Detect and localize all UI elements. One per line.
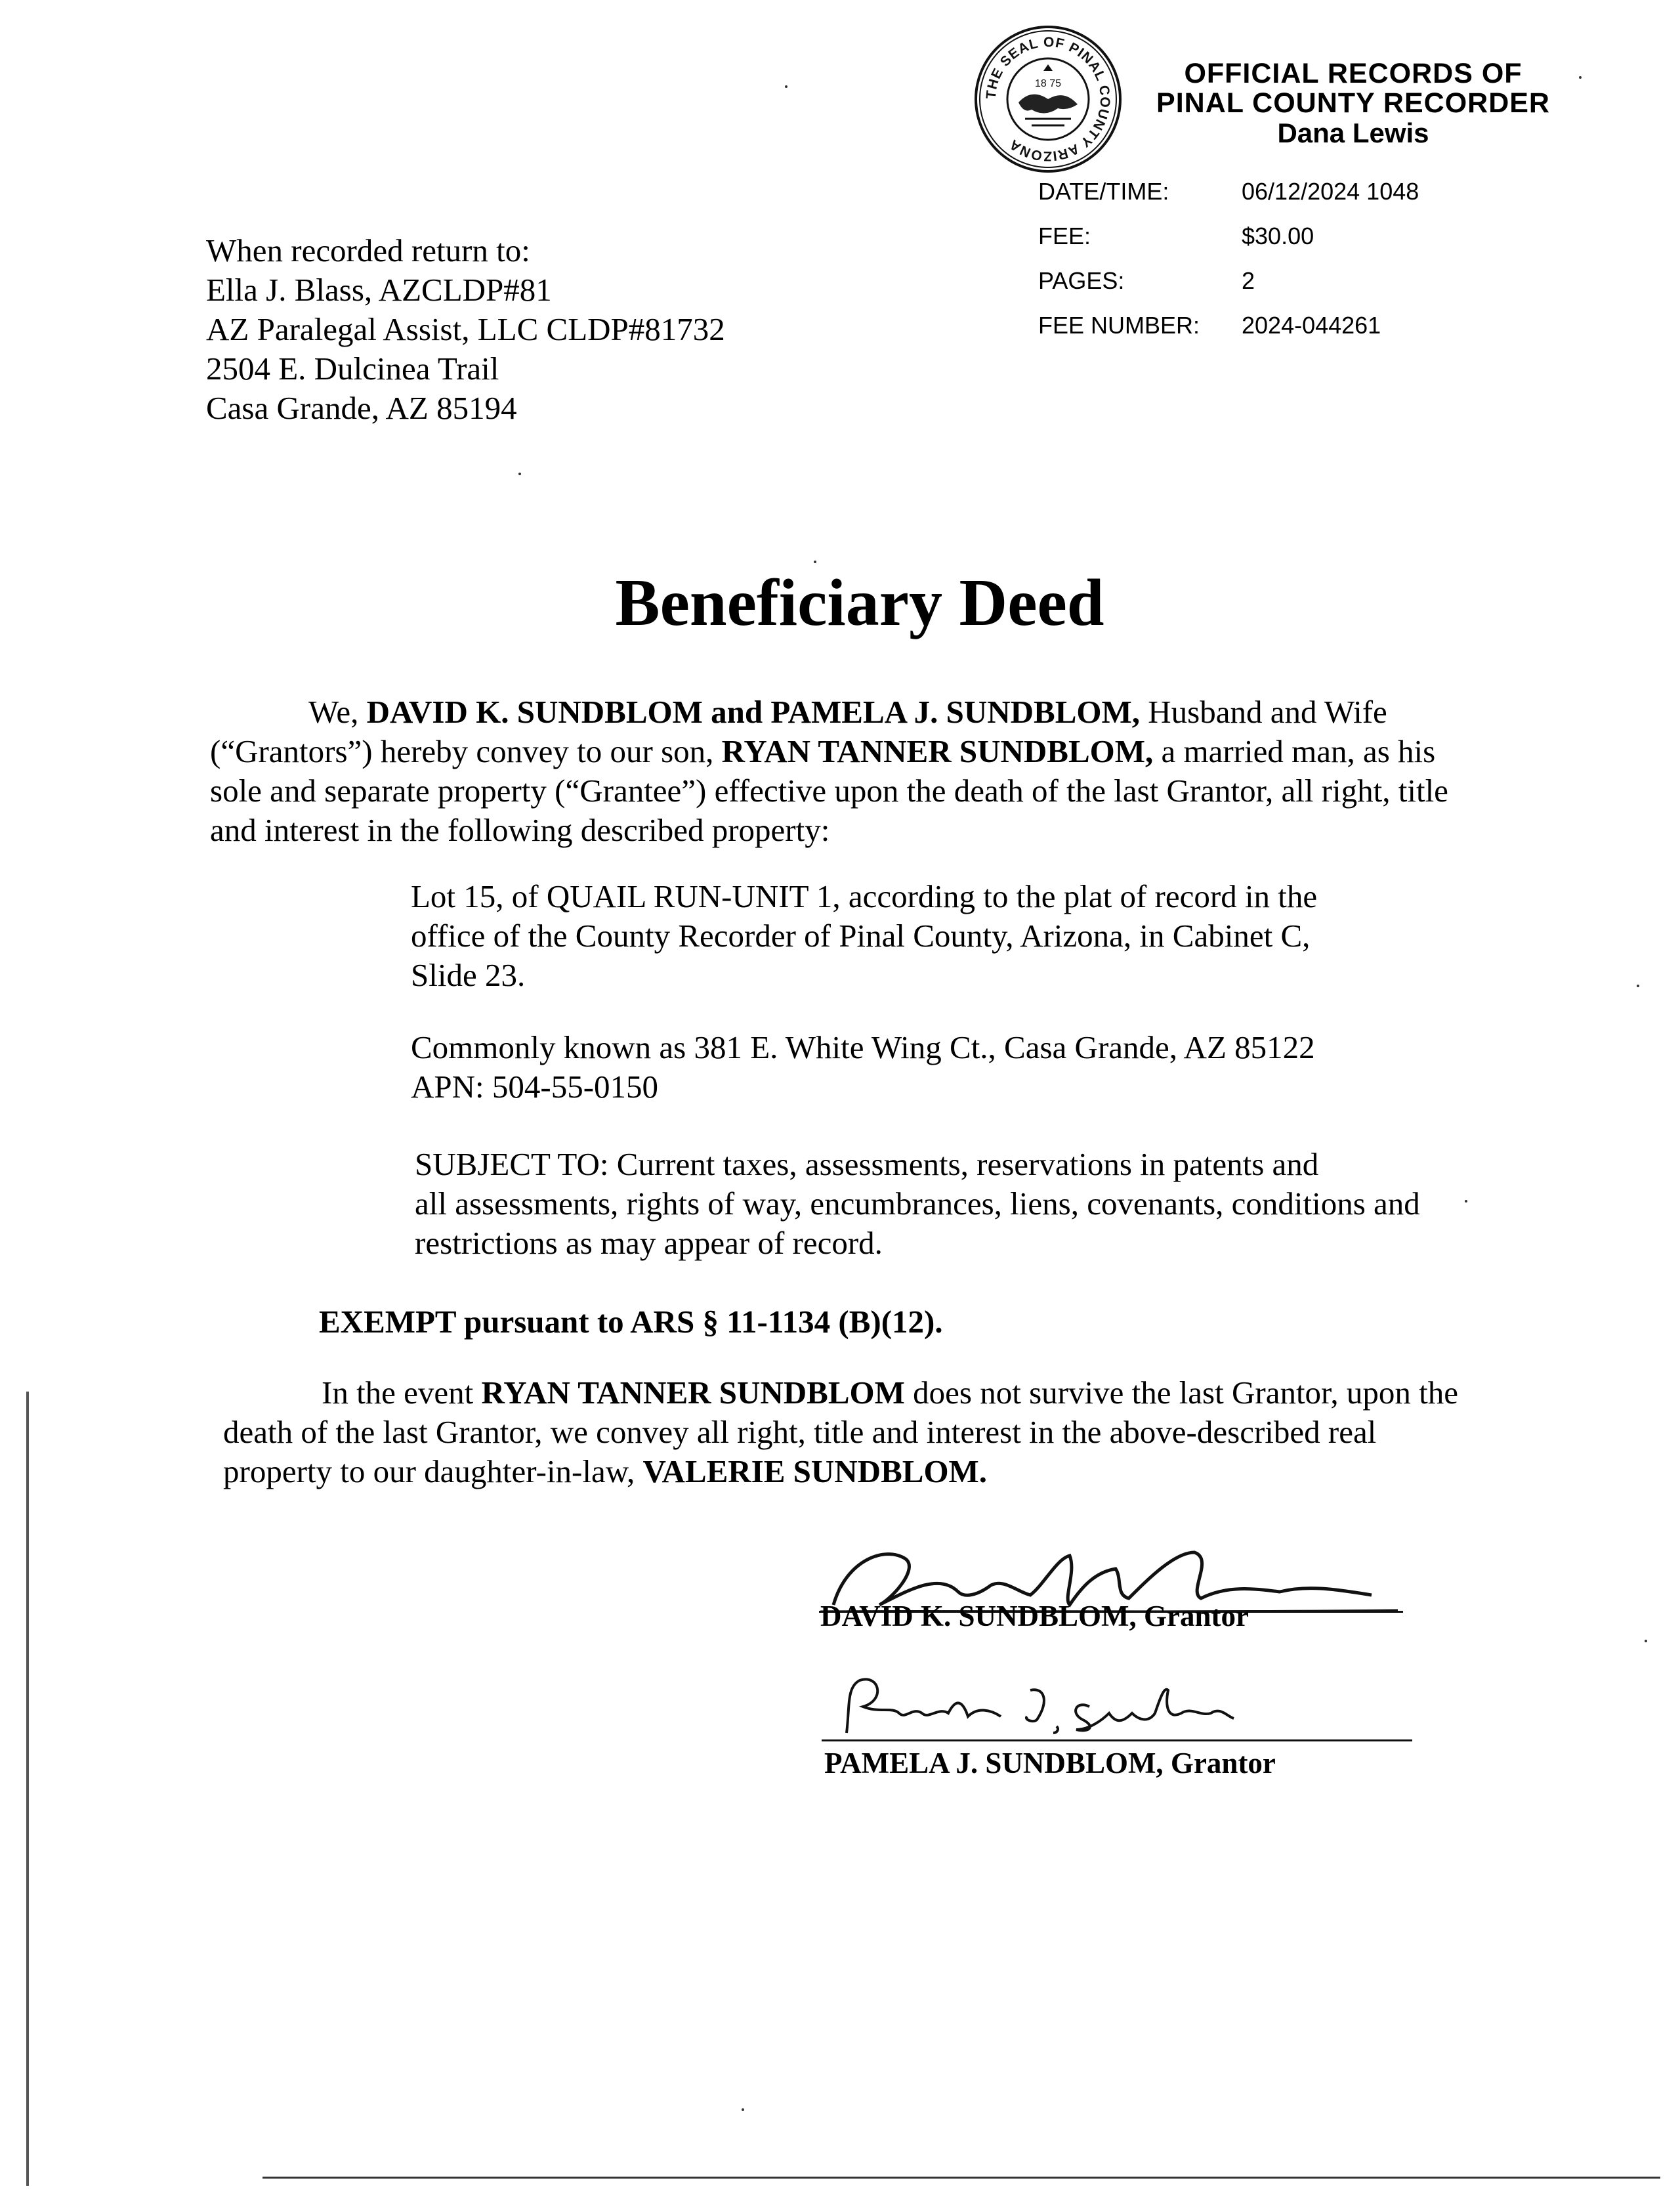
text-run: (“Grantors”) hereby convey to our son, <box>210 733 722 769</box>
conveyance-line: sole and separate property (“Grantee”) effective upon the death of the last Grantor, all right, title <box>210 773 1448 809</box>
recorder-name: Dana Lewis <box>1277 117 1429 148</box>
field-label: FEE: <box>1038 223 1091 249</box>
contingent-beneficiary-name: VALERIE SUNDBLOM. <box>642 1453 988 1489</box>
seal-years: 18 75 <box>1034 78 1062 89</box>
subject-to-clause <box>415 1145 1420 1263</box>
grantee-name: RYAN TANNER SUNDBLOM, <box>721 733 1154 769</box>
scan-speck <box>742 2108 744 2111</box>
text-run: We, <box>308 694 367 730</box>
text-run: does not survive the last Grantor, upon the <box>904 1375 1459 1411</box>
apn-line: APN: 504-55-0150 <box>411 1069 659 1105</box>
recorder-title-line2: PINAL COUNTY RECORDER <box>1156 87 1550 119</box>
text-run: property to our daughter-in-law, <box>223 1453 643 1489</box>
scan-speck <box>1637 985 1639 987</box>
recording-field-fee-number <box>1038 311 1381 340</box>
field-value: 2 <box>1242 267 1255 294</box>
legal-line: office of the County Recorder of Pinal County, Arizona, in Cabinet C, <box>411 918 1311 954</box>
field-value: 06/12/2024 1048 <box>1242 178 1419 205</box>
scan-speck <box>1579 76 1582 79</box>
return-line: AZ Paralegal Assist, LLC CLDP#81732 <box>206 311 725 347</box>
scan-border-left <box>26 1392 29 2186</box>
text-run: Husband and Wife <box>1140 694 1387 730</box>
contingent-paragraph <box>223 1373 1458 1491</box>
conveyance-line <box>210 693 1448 732</box>
field-label: DATE/TIME: <box>1038 178 1169 205</box>
return-line: Ella J. Blass, AZCLDP#81 <box>206 272 552 308</box>
grantors-names: DAVID K. SUNDBLOM and PAMELA J. SUNDBLOM, <box>366 694 1140 730</box>
signer-name: DAVID K. SUNDBLOM, Grantor <box>820 1600 1249 1632</box>
subject-line: all assessments, rights of way, encumbrances, liens, covenants, conditions and <box>415 1185 1420 1222</box>
field-value: 2024-044261 <box>1242 312 1381 339</box>
scan-speck <box>814 561 816 563</box>
exempt-statement: EXEMPT pursuant to ARS § 11-1134 (B)(12). <box>319 1304 943 1340</box>
subject-line: SUBJECT TO: Current taxes, assessments, reservations in patents and <box>415 1146 1319 1182</box>
seal-ring-text: THE SEAL OF PINAL COUNTY ARIZONA <box>983 34 1113 164</box>
conveyance-line <box>210 732 1448 771</box>
return-address <box>206 231 725 428</box>
recorder-title-line1: OFFICIAL RECORDS OF <box>1184 58 1522 89</box>
legal-line: Lot 15, of QUAIL RUN-UNIT 1, according to the plat of record in the <box>411 878 1318 914</box>
text-run: a married man, as his <box>1153 733 1436 769</box>
return-heading: When recorded return to: <box>206 232 530 268</box>
conveyance-line: and interest in the following described property: <box>210 812 830 848</box>
scan-speck <box>518 473 521 475</box>
contingent-line: death of the last Grantor, we convey all right, title and interest in the above-described real <box>223 1414 1377 1450</box>
field-label: PAGES: <box>1038 267 1125 294</box>
signer-name: PAMELA J. SUNDBLOM, Grantor <box>824 1747 1276 1779</box>
recorder-header <box>1156 59 1550 148</box>
legal-description <box>411 877 1317 995</box>
property-address <box>411 1028 1315 1107</box>
contingent-line <box>223 1373 1458 1413</box>
primary-beneficiary-name: RYAN TANNER SUNDBLOM <box>481 1375 905 1411</box>
text-run: In the event <box>322 1375 482 1411</box>
document-title: Beneficiary Deed <box>615 566 1104 640</box>
scan-speck <box>1645 1640 1647 1642</box>
subject-line: restrictions as may appear of record. <box>415 1225 883 1261</box>
recording-field-pages <box>1038 266 1255 295</box>
signature-line <box>822 1739 1412 1741</box>
legal-line: Slide 23. <box>411 957 526 993</box>
scan-speck <box>1465 1200 1467 1203</box>
scan-border-bottom <box>262 2177 1660 2179</box>
field-label: FEE NUMBER: <box>1038 312 1200 339</box>
field-value: $30.00 <box>1242 223 1314 249</box>
return-line: Casa Grande, AZ 85194 <box>206 390 517 426</box>
recording-field-fee <box>1038 222 1314 251</box>
scan-speck <box>785 85 788 88</box>
contingent-line <box>223 1452 1458 1491</box>
address-line: Commonly known as 381 E. White Wing Ct., Casa Grande, AZ 85122 <box>411 1029 1315 1065</box>
signature-pamela <box>833 1667 1253 1746</box>
conveyance-paragraph <box>210 693 1448 850</box>
recording-field-datetime <box>1038 177 1419 206</box>
svg-text:THE SEAL OF PINAL COUNTY ARIZO <box>984 35 1113 163</box>
return-line: 2504 E. Dulcinea Trail <box>206 351 499 387</box>
county-seal-icon <box>973 24 1124 175</box>
